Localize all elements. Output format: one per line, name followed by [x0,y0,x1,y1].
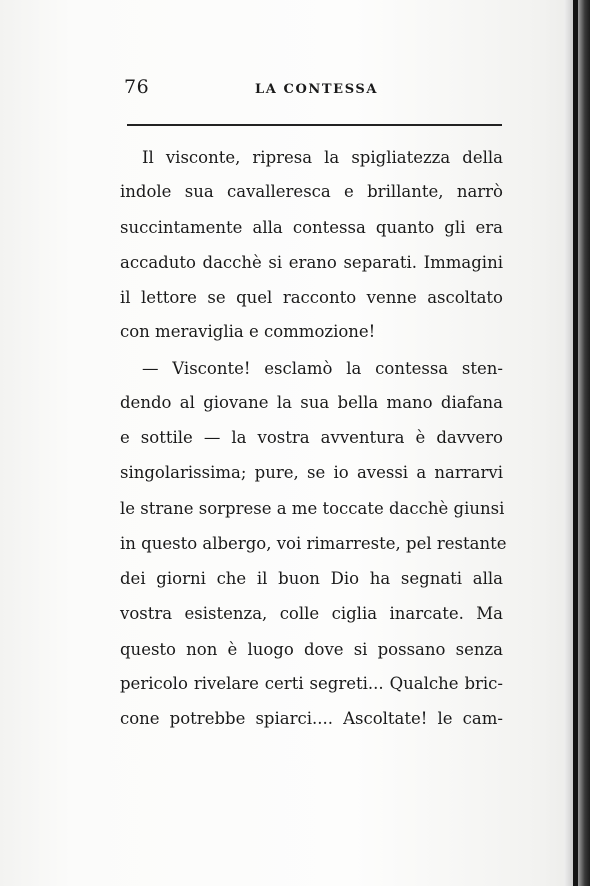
text-line: indole sua cavalleresca e brillante, narrò [120,182,503,201]
text-line: con meraviglia e commozione! [120,322,376,341]
text-line: Il visconte, ripresa la spigliatezza della [142,148,503,167]
text-line: — Visconte! esclamò la contessa sten- [142,359,503,378]
text-line: questo non è luogo dove si possano senza [120,640,503,659]
text-line: dei giorni che il buon Dio ha segnati alla [120,569,503,588]
text-line: accaduto dacchè si erano separati. Immagini [120,253,503,272]
text-line: e sottile — la vostra avventura è davvero [120,428,503,447]
text-line: vostra esistenza, colle ciglia inarcate. Ma [120,604,503,623]
header-rule [127,124,502,126]
text-line: le strane sorprese a me toccate dacchè giunsi [120,499,505,518]
text-line: dendo al giovane la sua bella mano diafana [120,393,503,412]
page-number: 76 [124,76,150,98]
binding-shadow-line [573,0,578,886]
text-line: succintamente alla contessa quanto gli era [120,218,503,237]
text-line: il lettore se quel racconto venne ascoltato [120,288,503,307]
text-line: singolarissima; pure, se io avessi a narrarvi [120,463,503,482]
running-title: LA CONTESSA [255,82,379,97]
text-line: pericolo rivelare certi segreti... Qualche bric- [120,674,503,693]
text-line: cone potrebbe spiarci.... Ascoltate! le cam- [120,709,503,728]
text-line: in questo albergo, voi rimarreste, pel restante [120,534,507,553]
